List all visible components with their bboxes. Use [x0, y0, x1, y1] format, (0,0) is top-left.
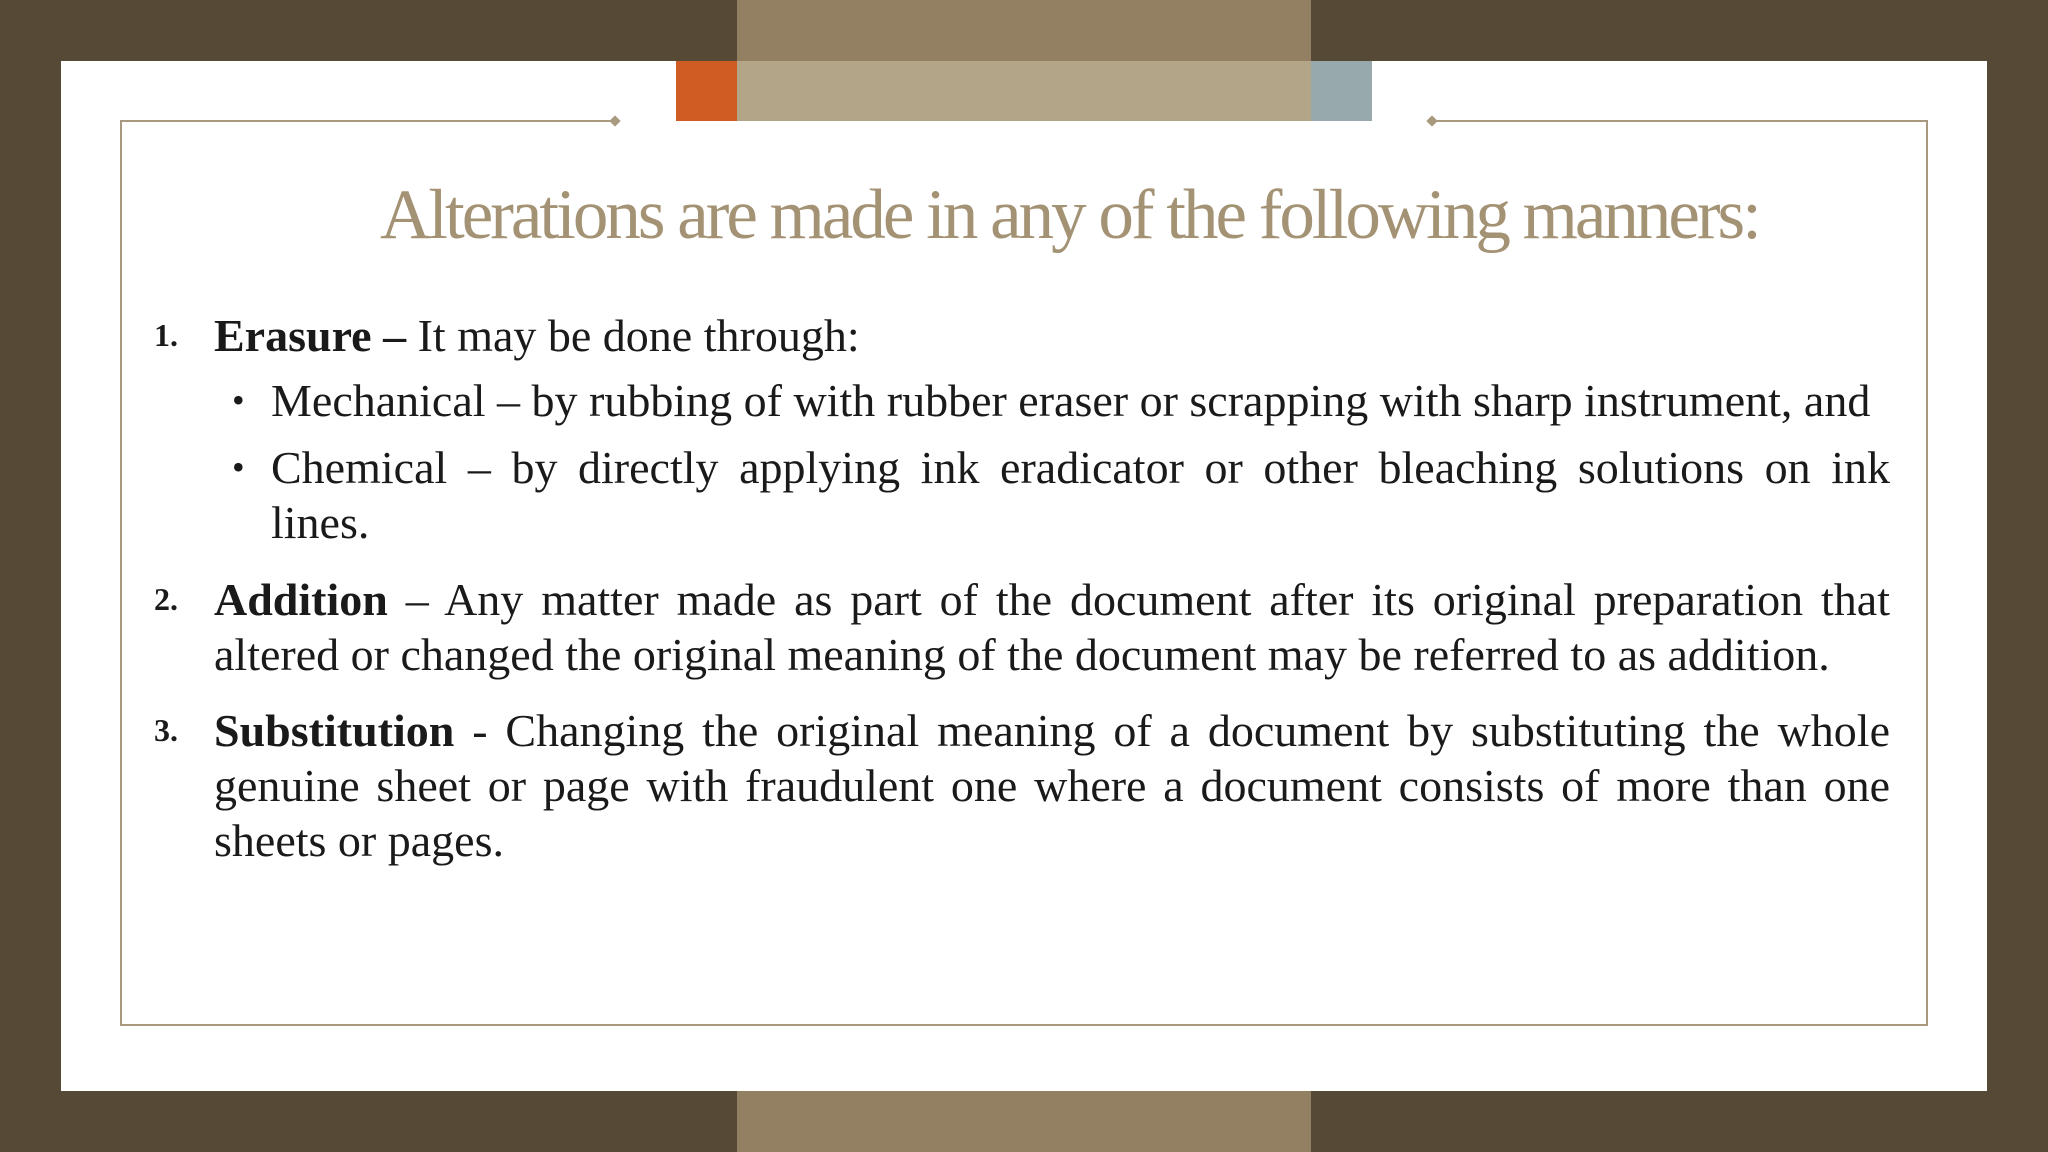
sub-item-text: Mechanical – by rubbing of with rubber eraser or scrapping with sharp instrument, and	[271, 375, 1871, 426]
list-item-substitution	[150, 703, 1890, 868]
bullet-icon: •	[232, 447, 245, 487]
accent-block-blue	[1311, 61, 1372, 121]
list-item-addition	[150, 572, 1890, 682]
slide-title: Alterations are made in any of the following manners:	[380, 176, 1759, 254]
item-text: – Any matter made as part of the document after its original preparation that altered or changed the original meaning of the document may be referred to as addition.	[214, 574, 1890, 680]
item-text: It may be done through:	[406, 310, 860, 361]
accent-block-orange	[676, 61, 737, 121]
frame-line-right	[1926, 120, 1928, 1026]
frame-line-bottom	[120, 1024, 1928, 1026]
slide-content	[150, 308, 1890, 868]
top-center-band	[737, 0, 1311, 61]
item-term: Addition	[214, 574, 388, 625]
list-item-erasure	[150, 308, 1890, 363]
item-term: Erasure –	[214, 310, 407, 361]
sub-item-chemical	[150, 440, 1890, 550]
sub-item-mechanical	[150, 373, 1890, 428]
accent-block-tan	[737, 61, 1311, 121]
list-number: 2.	[154, 581, 178, 617]
frame-line-top-right	[1432, 120, 1928, 122]
frame-line-top-left	[120, 120, 616, 122]
bottom-center-band	[737, 1091, 1311, 1152]
bullet-icon: •	[232, 380, 245, 420]
list-number: 3.	[154, 712, 178, 748]
frame-line-left	[120, 120, 122, 1026]
item-term: Substitution	[214, 705, 455, 756]
sub-item-text: Chemical – by directly applying ink eradicator or other bleaching solutions on ink lines.	[271, 442, 1890, 548]
item-text: - Changing the original meaning of a document by substituting the whole genuine sheet or page with fraudulent one where a document consists of more than one sheets or pages.	[214, 705, 1890, 866]
list-number: 1.	[154, 317, 178, 353]
